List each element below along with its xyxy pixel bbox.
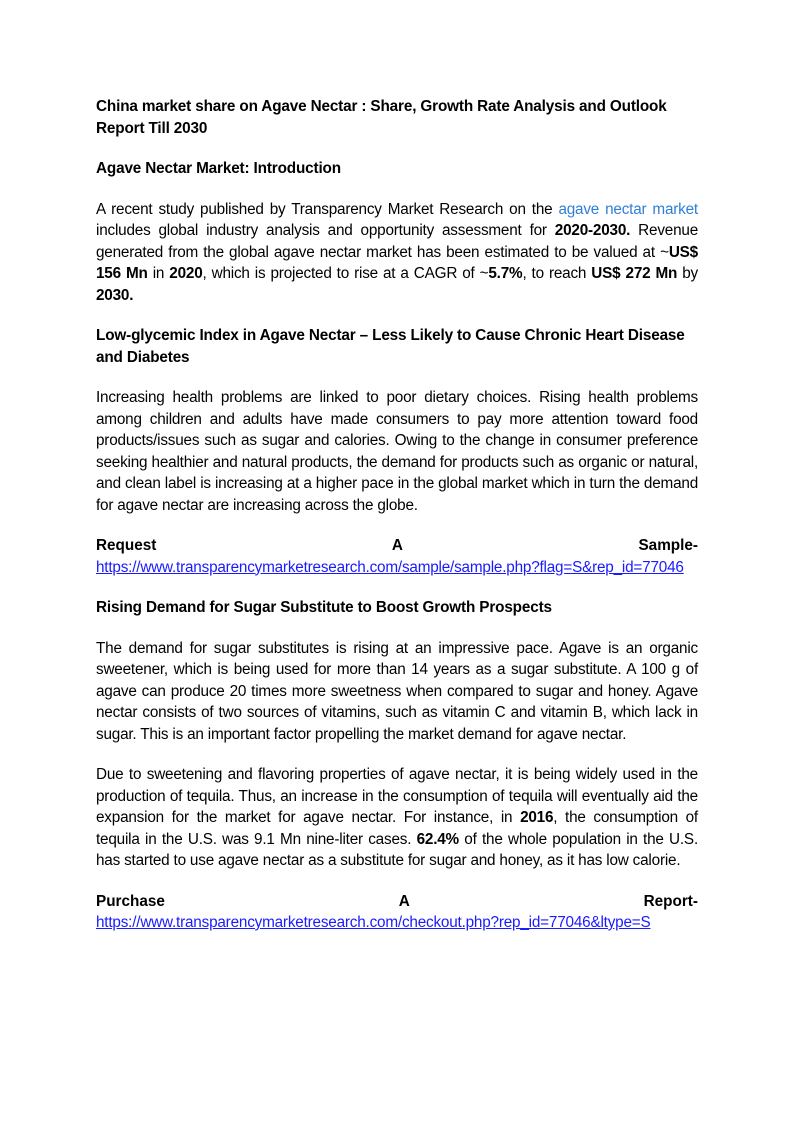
bold-run: 2016: [520, 809, 554, 826]
cta-word: Report-: [643, 892, 698, 910]
cta-word: Sample-: [638, 537, 698, 554]
section2-paragraph: Increasing health problems are linked to poor dietary choices. Rising health problems among children and adults have made consumers to pay more attention toward food products/issues such as sugar and calories. Owing to the change in consumer preference seeking healthier and natural products, the demand for products such as organic or natural, and clean label is increasing at a higher pace in the global market which in turn the demand for agave nectar are increasing across the globe.: [96, 389, 698, 514]
bold-run: US$ 156 Mn: [96, 243, 698, 282]
sample-url-paragraph: [96, 557, 698, 579]
intro-heading: Agave Nectar Market: Introduction: [96, 160, 341, 177]
bold-run: 2020: [169, 265, 203, 282]
request-sample-link[interactable]: https://www.transparencymarketresearch.com/sample/sample.php?flag=S&rep_id=77046: [96, 558, 684, 576]
text-run: , the consumption of tequila in the U.S. was 9.1 Mn nine-liter cases.: [96, 809, 698, 848]
purchase-url-paragraph: [96, 912, 698, 934]
section2-heading: Low-glycemic Index in Agave Nectar – Less Likely to Cause Chronic Heart Disease and Diabetes: [96, 327, 685, 366]
cta-word: Request: [96, 537, 157, 554]
bold-run: 2020-2030.: [554, 222, 631, 239]
text-run: , to reach: [522, 265, 592, 282]
document-title: China market share on Agave Nectar : Share, Growth Rate Analysis and Outlook Report Till 2030: [96, 98, 667, 137]
bold-run: 2030.: [96, 286, 134, 304]
text-run: Revenue generated from the global agave nectar market has been estimated to be valued at ~: [96, 222, 699, 261]
purchase-report-label: [96, 891, 698, 913]
section3-paragraph-1: The demand for sugar substitutes is rising at an impressive pace. Agave is an organic sweetener, which is being used for more than 14 years as a sugar substitute. A 100 g of agave can produce 20 times more sweetness when compared to sugar and honey. Agave nectar consists of two sources of vitamins, such as vitamin C and vitamin B, which lack in sugar. This is an important factor propelling the market demand for agave nectar.: [96, 639, 698, 743]
text-run: includes global industry analysis and opportunity assessment for: [96, 222, 555, 239]
purchase-report-link[interactable]: https://www.transparencymarketresearch.com/checkout.php?rep_id=77046&ltype=S: [96, 914, 651, 931]
request-sample-label: [96, 535, 698, 557]
cta-word: Purchase: [96, 892, 165, 910]
bold-run: US$ 272 Mn: [591, 265, 678, 282]
text-run: , which is projected to rise at a CAGR of ~: [202, 265, 489, 282]
text-run: by: [677, 265, 698, 282]
document-page: [96, 96, 698, 934]
cta-word: A: [398, 892, 410, 910]
bold-run: 5.7%: [488, 265, 523, 282]
text-run: A recent study published by Transparency Market Research on the: [96, 200, 559, 218]
text-run: in: [147, 265, 170, 282]
text-run: Due to sweetening and flavoring properties of agave nectar, it is being widely used in the production of tequila. Thus, an increase in the consumption of tequila will eventually aid the expansion for the market for agave nectar. For instance, in: [96, 766, 698, 826]
request-sample-block: [96, 535, 698, 578]
purchase-report-block: [96, 891, 698, 934]
cta-word: A: [391, 537, 403, 554]
section3-heading: Rising Demand for Sugar Substitute to Boost Growth Prospects: [96, 599, 552, 616]
agave-nectar-market-link[interactable]: agave nectar market: [558, 200, 698, 218]
text-run: of the whole population in the U.S. has started to use agave nectar as a substitute for sugar and honey, as it has low calorie.: [96, 830, 698, 869]
bold-run: 62.4%: [416, 830, 459, 848]
section3-paragraph-2: [96, 764, 698, 872]
intro-paragraph: [96, 199, 698, 307]
